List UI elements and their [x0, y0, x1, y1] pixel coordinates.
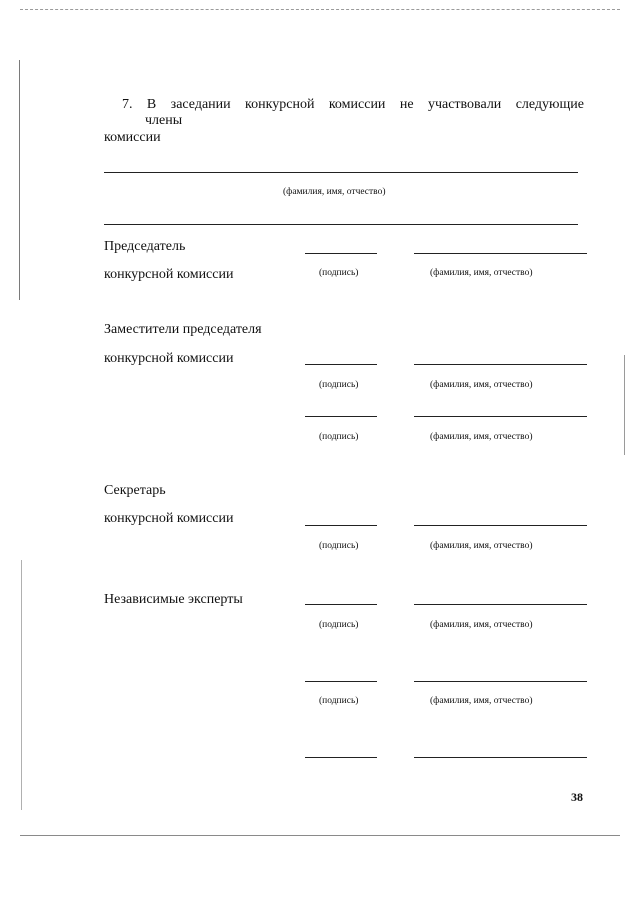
- scan-edge-right: [624, 355, 625, 455]
- deputy2-signature-caption: (подпись): [319, 432, 359, 442]
- chairman-signature-line: [305, 253, 377, 254]
- chairman-label-1: Председатель: [104, 239, 186, 254]
- chairman-name-line: [414, 253, 587, 254]
- item7-number: 7.: [122, 97, 133, 112]
- deputies-label-1: Заместители председателя: [104, 322, 262, 337]
- secretary-name-caption: (фамилия, имя, отчество): [430, 541, 533, 551]
- expert3-name-line: [414, 757, 587, 758]
- deputy2-name-caption: (фамилия, имя, отчество): [430, 432, 533, 442]
- expert1-signature-caption: (подпись): [319, 620, 359, 630]
- expert2-name-line: [414, 681, 587, 682]
- item7-line1: В заседании конкурсной комиссии не участвовали следующие: [146, 97, 585, 112]
- expert1-name-caption: (фамилия, имя, отчество): [430, 620, 533, 630]
- expert2-signature-line: [305, 681, 377, 682]
- item7-paragraph: [122, 97, 584, 113]
- expert2-name-caption: (фамилия, имя, отчество): [430, 696, 533, 706]
- deputy1-signature-caption: (подпись): [319, 380, 359, 390]
- absent-members-line-1: [104, 172, 578, 173]
- scan-edge-left: [19, 60, 20, 300]
- scan-edge-top: [20, 9, 620, 10]
- expert1-signature-line: [305, 604, 377, 605]
- page-number: 38: [571, 790, 583, 804]
- expert2-signature-caption: (подпись): [319, 696, 359, 706]
- absent-members-line-2: [104, 224, 578, 225]
- secretary-signature-line: [305, 525, 377, 526]
- chairman-label-2: конкурсной комиссии: [104, 267, 234, 282]
- deputy1-name-caption: (фамилия, имя, отчество): [430, 380, 533, 390]
- experts-label: Независимые эксперты: [104, 592, 243, 607]
- expert1-name-line: [414, 604, 587, 605]
- chairman-signature-caption: (подпись): [319, 268, 359, 278]
- secretary-name-line: [414, 525, 587, 526]
- deputy1-signature-line: [305, 364, 377, 365]
- scan-edge-left-lower: [21, 560, 22, 810]
- item7-line2: члены: [145, 113, 183, 128]
- absent-members-caption: (фамилия, имя, отчество): [283, 187, 386, 197]
- deputy1-name-line: [414, 364, 587, 365]
- deputies-label-2: конкурсной комиссии: [104, 351, 234, 366]
- secretary-label-2: конкурсной комиссии: [104, 511, 234, 526]
- secretary-label-1: Секретарь: [104, 483, 166, 498]
- expert3-signature-line: [305, 757, 377, 758]
- scan-edge-bottom: [20, 835, 620, 836]
- deputy2-signature-line: [305, 416, 377, 417]
- chairman-name-caption: (фамилия, имя, отчество): [430, 268, 533, 278]
- deputy2-name-line: [414, 416, 587, 417]
- secretary-signature-caption: (подпись): [319, 541, 359, 551]
- item7-line3: комиссии: [104, 130, 161, 145]
